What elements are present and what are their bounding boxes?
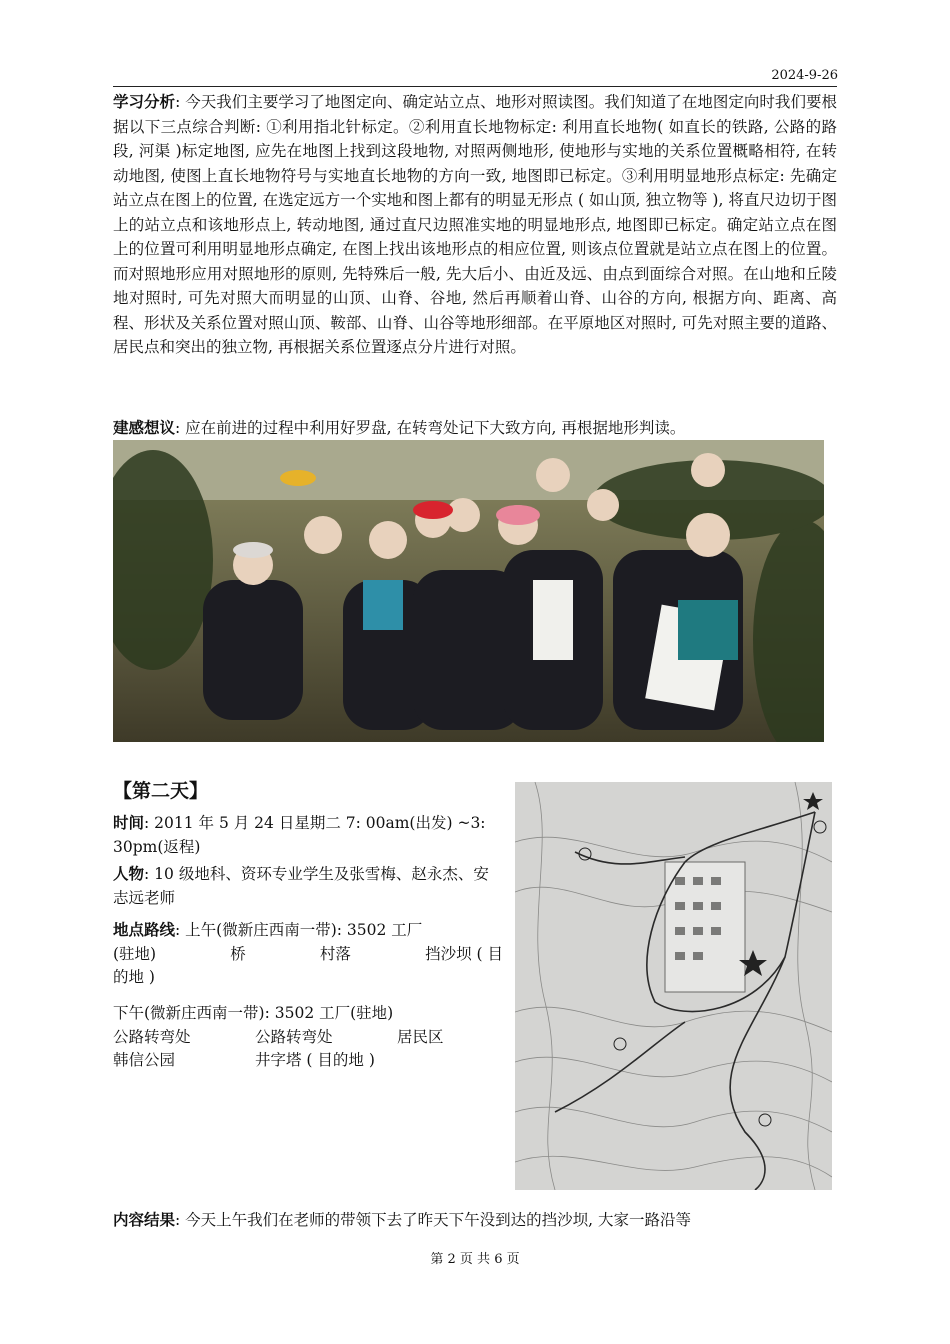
people-label: 人物 <box>113 864 145 883</box>
route-line <box>113 918 503 943</box>
pm-stop-4: 韩信公园 <box>113 1051 176 1069</box>
pm-stop-1: 公路转弯处 <box>113 1027 191 1046</box>
route-text: : 上午(微新庄西南一带): 3502 工厂 <box>175 921 423 939</box>
day2-title: 【第二天】 <box>113 780 209 802</box>
analysis-text: : 今天我们主要学习了地图定向、确定站立点、地形对照读图。我们知道了在地图定向时我们要根据以下三点综合判断: ①利用指北针标定。②利用直长地物标定: 利用直长地物( 如直长的铁路, 公路的路段, 河渠 )标定地图, 应先在地图上找到这段地物, 对照两侧地形, 使地形与实地的关系位置概略相符, 在转动地图, 使图上直长地物符号与实地直长地物的方向一致, 地图即已标定。③利用明显地形点标定: 先确定站立点在图上的位置, 在选定远方一个实地和图上都有的明显无形点 ( 如山顶, 独立物等 ), 将直尺边切于图上的站立点和该地形点上, 转动地图, 通过直尺边照准实地的明显地形点, 地图即已标定。确定站立点在图上的位置可利用明显地形点确定, 在图上找出该地形点的相应位置, 则该点位置就是站立点在图上的位置。而对照地形应用对照地形的原则, 先特殊后一般, 先大后小、由近及远、由点到面综合对照。在山地和丘陵地对照时, 可先对照大而明显的山顶、山脊、谷地, 然后再顺着山脊、山谷的方向, 根据方向、距离、高程、形状及关系位置对照山顶、鞍部、山脊、山谷等地形细部。在平原地区对照时, 可先对照主要的道路、居民点和突出的独立物, 再根据关系位置逐点分片进行对照。 <box>113 93 837 356</box>
route-stop-1: (驻地) <box>113 944 157 963</box>
route-label: 地点路线 <box>113 920 176 939</box>
time-text: : 2011 年 5 月 24 日星期二 7: 00am(出发) ~3: 30pm(返程) <box>113 814 486 856</box>
route-end: 的地 ) <box>113 968 155 986</box>
analysis-paragraph <box>113 90 837 360</box>
pm-stop-3: 居民区 <box>397 1027 444 1046</box>
reflection-label: 建感想议 <box>113 418 176 437</box>
people-line <box>113 862 503 910</box>
route-row <box>113 943 503 967</box>
result-text: : 今天上午我们在老师的带领下去了昨天下午没到达的挡沙坝, 大家一路沿等 <box>175 1211 692 1229</box>
hand-drawn-map <box>515 782 832 1190</box>
route-block <box>113 918 503 990</box>
header-date: 2024-9-26 <box>771 68 838 83</box>
analysis-label: 学习分析 <box>113 92 176 111</box>
route-stop-3: 村落 <box>319 944 351 963</box>
pm-stop-2: 公路转弯处 <box>255 1027 333 1046</box>
people-text: : 10 级地科、资环专业学生及张雪梅、赵永杰、安志远老师 <box>113 865 489 907</box>
result-label: 内容结果 <box>113 1210 176 1229</box>
page-footer: 第 2 页 共 6 页 <box>430 1252 520 1267</box>
pm-stop-5: 井字塔 ( 目的地 ) <box>255 1051 375 1069</box>
reflection-text: : 应在前进的过程中利用好罗盘, 在转弯处记下大致方向, 再根据地形判读。 <box>175 419 686 437</box>
result-paragraph <box>113 1208 837 1233</box>
pm-row-2 <box>113 1026 503 1050</box>
time-label: 时间 <box>113 813 145 832</box>
group-photo-image <box>113 440 824 742</box>
group-photo <box>113 440 824 742</box>
pm-row-3 <box>113 1049 503 1073</box>
pm-line-1: 下午(微新庄西南一带): 3502 工厂(驻地) <box>113 1004 394 1022</box>
hand-drawn-map-image <box>515 782 832 1190</box>
route-stop-2: 桥 <box>230 944 246 963</box>
time-line <box>113 811 503 859</box>
header-rule <box>113 86 837 87</box>
pm-route-block <box>113 1002 503 1073</box>
reflection-paragraph <box>113 416 837 441</box>
route-stop-4: 挡沙坝 ( 目 <box>425 944 503 963</box>
